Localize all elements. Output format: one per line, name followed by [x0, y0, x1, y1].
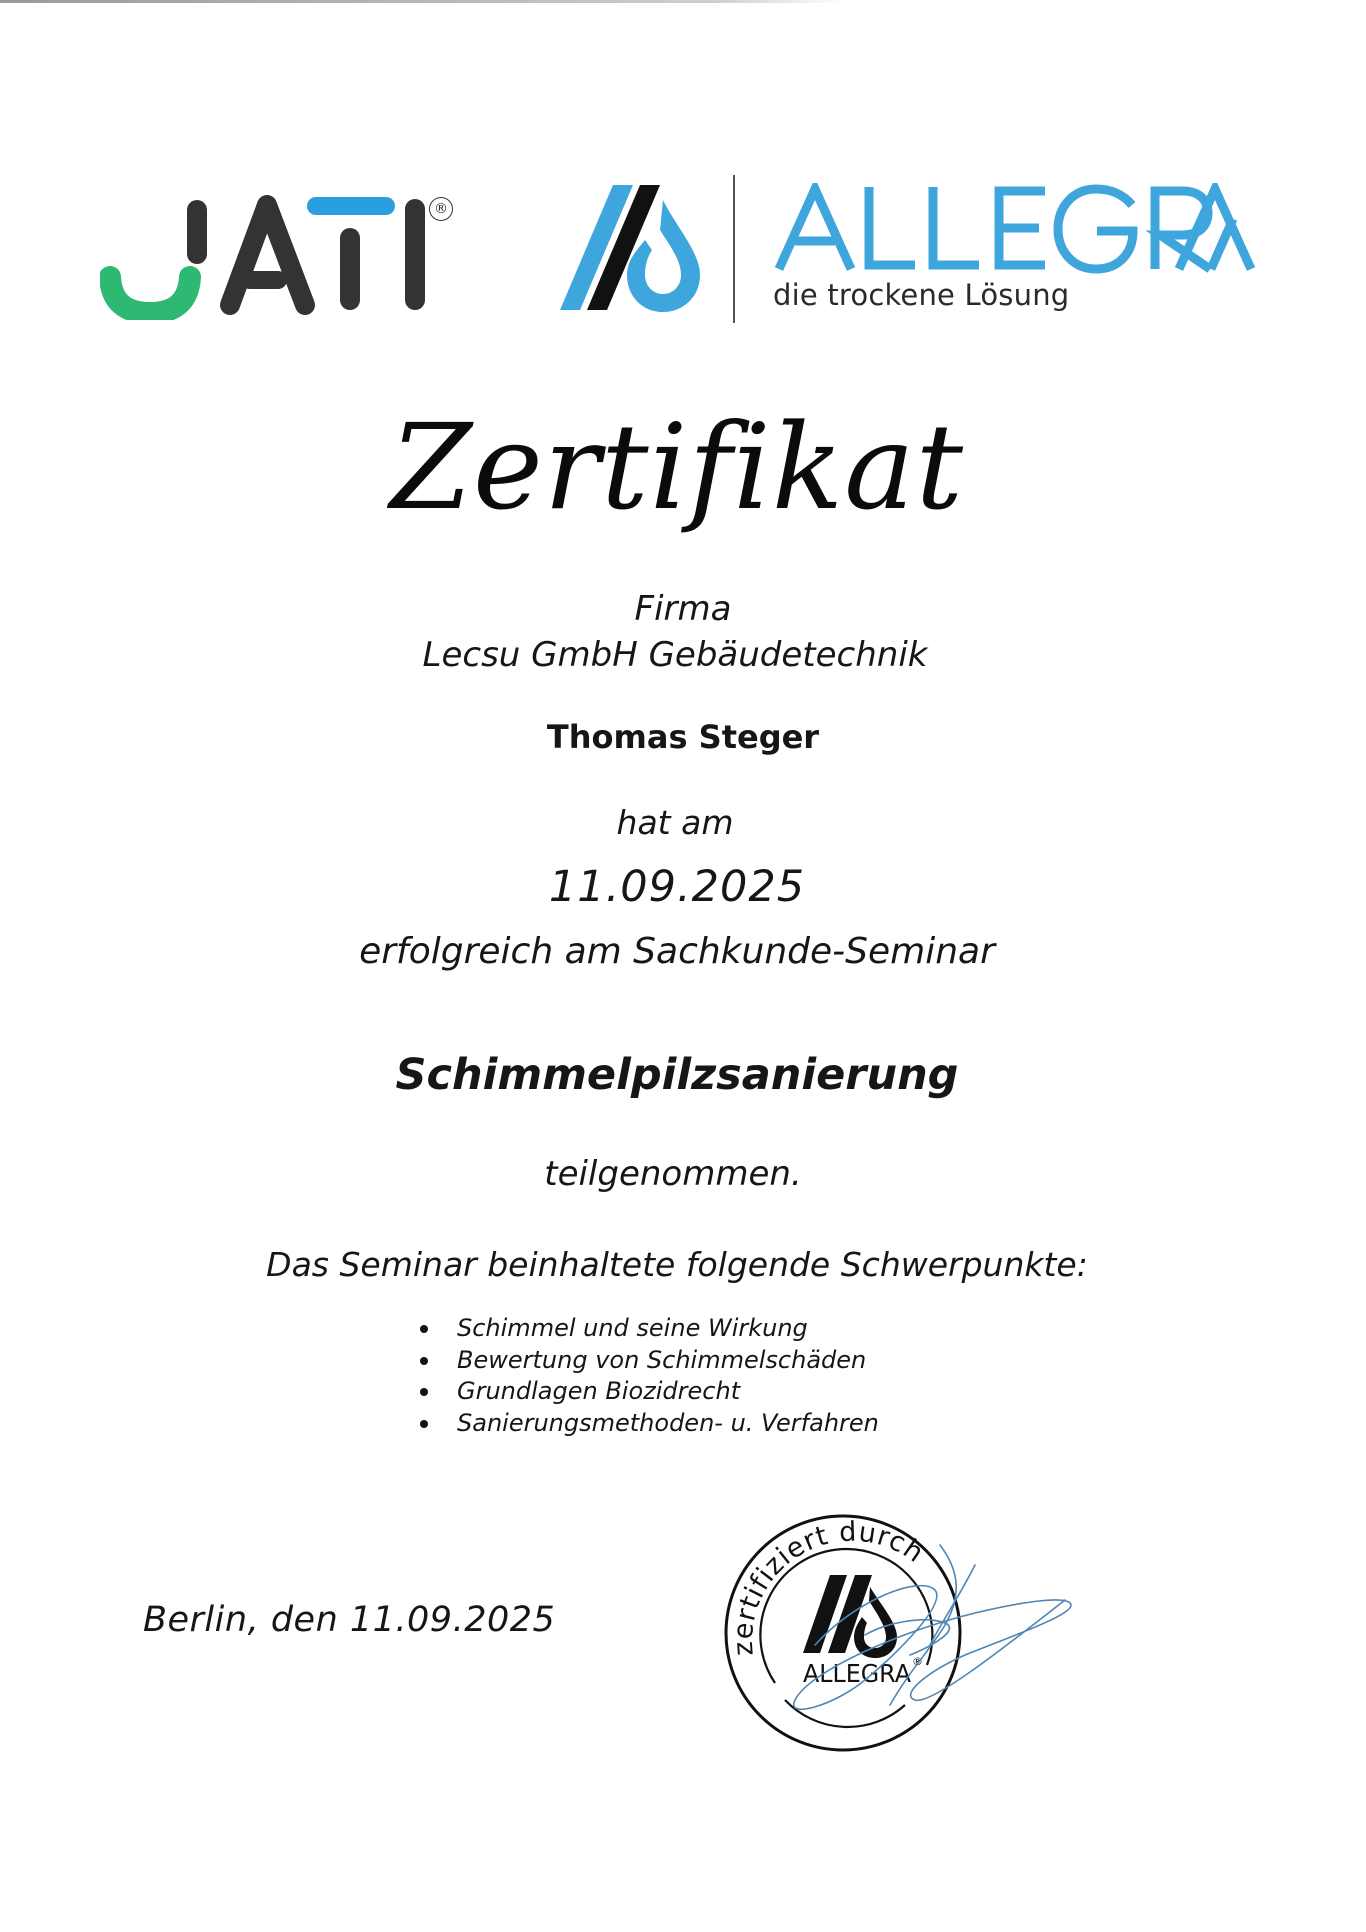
allegra-drop-mark-icon — [555, 180, 705, 315]
focus-heading: Das Seminar beinhaltete folgende Schwerpunkte: — [266, 1245, 1088, 1284]
scan-edge-line — [0, 0, 845, 3]
focus-list — [420, 1313, 879, 1439]
company-name: Lecsu GmbH Gebäudetechnik — [422, 635, 928, 675]
focus-item: Grundlagen Biozidrecht — [420, 1376, 879, 1408]
place-and-date: Berlin, den 11.09.2025 — [143, 1600, 556, 1640]
seminar-topic: Schimmelpilzsanierung — [395, 1050, 959, 1100]
success-text: erfolgreich am Sachkunde-Seminar — [359, 931, 995, 972]
certification-stamp — [715, 1505, 1095, 1765]
seminar-date: 11.09.2025 — [548, 862, 806, 912]
participation-text: teilgenommen. — [544, 1154, 802, 1194]
certificate-title: Zertifikat — [389, 398, 965, 536]
participant-name: Thomas Steger — [546, 718, 820, 756]
focus-item: Bewertung von Schimmelschäden — [420, 1345, 879, 1377]
bullet-icon — [420, 1388, 428, 1396]
stamp-arc-text: zertifiziert durch — [727, 1516, 930, 1657]
bullet-icon — [420, 1325, 428, 1333]
registered-mark: ® — [429, 197, 453, 221]
company-label: Firma — [634, 589, 732, 629]
date-intro: hat am — [616, 803, 734, 842]
jati-logo — [100, 195, 460, 320]
stamp-brand: ALLEGRA — [803, 1659, 911, 1688]
stamp-registered-mark: ® — [912, 1655, 923, 1668]
logo-divider — [733, 175, 735, 323]
allegra-wordmark — [775, 183, 1255, 275]
bullet-icon — [420, 1420, 428, 1428]
allegra-tagline: die trockene Lösung — [773, 278, 1070, 312]
bullet-icon — [420, 1357, 428, 1365]
focus-item: Sanierungsmethoden- u. Verfahren — [420, 1408, 879, 1440]
focus-item: Schimmel und seine Wirkung — [420, 1313, 879, 1345]
